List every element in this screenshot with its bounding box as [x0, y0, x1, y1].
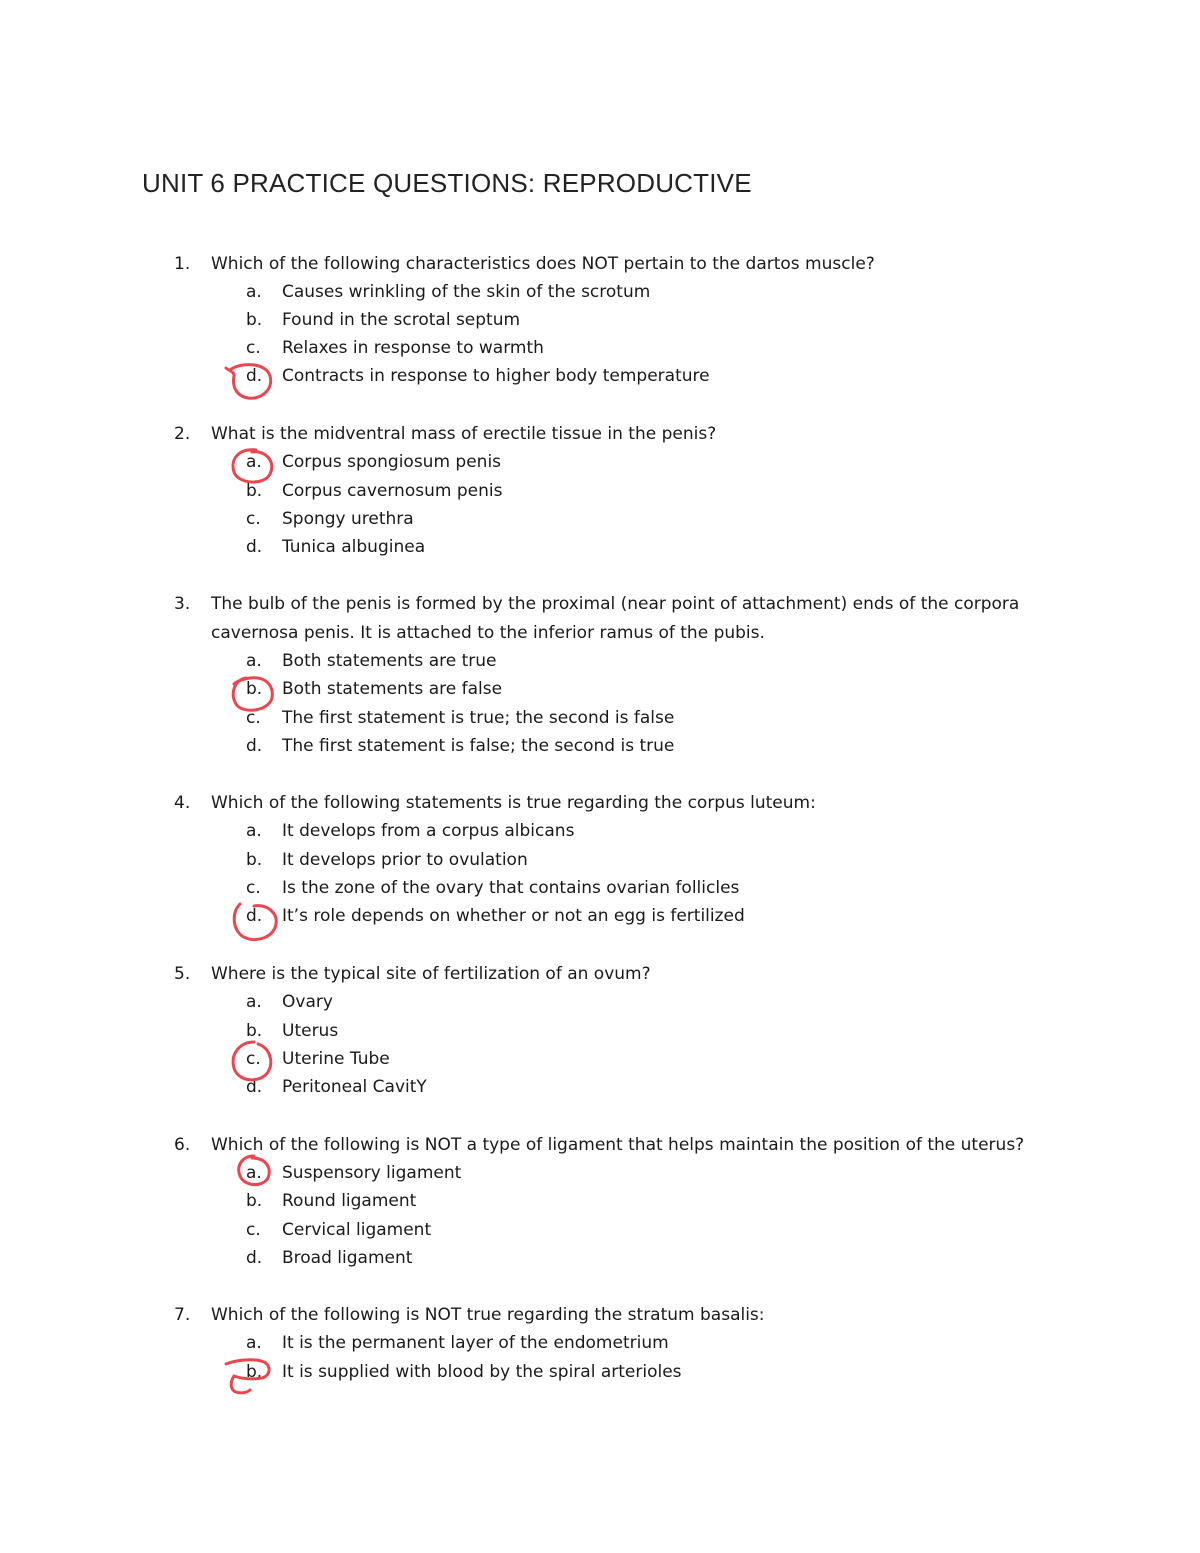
option-c: [0, 704, 1200, 732]
option-letter: a.: [246, 651, 262, 671]
option-letter: d.: [246, 906, 263, 926]
question-number: 2.: [174, 424, 191, 444]
option-letter: b.: [246, 1362, 263, 1382]
option-d: [0, 732, 1200, 760]
page-title: UNIT 6 PRACTICE QUESTIONS: REPRODUCTIVE: [142, 168, 752, 198]
option-a: [0, 1159, 1200, 1187]
option-letter: c.: [246, 338, 261, 358]
option-letter: c.: [246, 878, 261, 898]
option-letter: a.: [246, 1163, 262, 1183]
option-letter: c.: [246, 1049, 261, 1069]
question-number: 4.: [174, 793, 191, 813]
option-letter: a.: [246, 992, 262, 1012]
option-text: Peritoneal CavitY: [282, 1077, 427, 1097]
option-b: [0, 477, 1200, 505]
option-text: Found in the scrotal septum: [282, 310, 521, 330]
option-a: [0, 817, 1200, 845]
option-letter: c.: [246, 1220, 261, 1240]
option-letter: d.: [246, 1077, 263, 1097]
question-number: 7.: [174, 1305, 191, 1325]
option-text: The first statement is true; the second is false: [282, 708, 675, 728]
option-letter: d.: [246, 537, 263, 557]
question-number: 6.: [174, 1135, 191, 1155]
option-a: [0, 448, 1200, 476]
option-text: Corpus spongiosum penis: [282, 452, 502, 472]
option-d: [0, 902, 1200, 930]
option-b: [0, 846, 1200, 874]
option-d: [0, 1073, 1200, 1101]
question-number: 1.: [174, 254, 191, 274]
option-text: The first statement is false; the second is true: [282, 736, 675, 756]
option-letter: c.: [246, 509, 261, 529]
option-text: It develops from a corpus albicans: [282, 821, 575, 841]
option-text: It develops prior to ovulation: [282, 850, 528, 870]
option-c: [0, 505, 1200, 533]
option-letter: a.: [246, 821, 262, 841]
option-a: [0, 647, 1200, 675]
option-text: Uterus: [282, 1021, 339, 1041]
option-text: Uterine Tube: [282, 1049, 390, 1069]
option-text: It is the permanent layer of the endometrium: [282, 1333, 669, 1353]
option-b: [0, 306, 1200, 334]
option-c: [0, 1045, 1200, 1073]
option-d: [0, 362, 1200, 390]
option-letter: d.: [246, 736, 263, 756]
question-text: Which of the following statements is true regarding the corpus luteum:: [211, 793, 816, 813]
option-c: [0, 334, 1200, 362]
option-text: Contracts in response to higher body temperature: [282, 366, 710, 386]
option-letter: b.: [246, 1021, 263, 1041]
option-c: [0, 874, 1200, 902]
option-b: [0, 1017, 1200, 1045]
option-text: Broad ligament: [282, 1248, 413, 1268]
question-text: The bulb of the penis is formed by the proximal (near point of attachment) ends of the corpora cavernosa penis. It is attached to the inferior ramus of the pubis.: [211, 594, 1020, 643]
option-text: Relaxes in response to warmth: [282, 338, 544, 358]
option-text: Spongy urethra: [282, 509, 414, 529]
option-letter: b.: [246, 481, 263, 501]
option-text: Tunica albuginea: [282, 537, 426, 557]
option-text: Suspensory ligament: [282, 1163, 462, 1183]
question-text: Where is the typical site of fertilization of an ovum?: [211, 964, 651, 984]
option-text: Both statements are true: [282, 651, 497, 671]
option-b: [0, 1187, 1200, 1215]
option-letter: c.: [246, 708, 261, 728]
option-letter: a.: [246, 282, 262, 302]
question-text: Which of the following is NOT true regarding the stratum basalis:: [211, 1305, 765, 1325]
option-text: Ovary: [282, 992, 333, 1012]
question-text: Which of the following is NOT a type of ligament that helps maintain the position of the uterus?: [211, 1135, 1025, 1155]
option-b: [0, 675, 1200, 703]
option-a: [0, 1329, 1200, 1357]
option-text: It is supplied with blood by the spiral arterioles: [282, 1362, 682, 1382]
question-number: 3.: [174, 594, 191, 614]
option-text: Corpus cavernosum penis: [282, 481, 503, 501]
option-letter: b.: [246, 850, 263, 870]
option-letter: d.: [246, 1248, 263, 1268]
option-letter: a.: [246, 452, 262, 472]
option-text: Cervical ligament: [282, 1220, 432, 1240]
option-letter: a.: [246, 1333, 262, 1353]
option-text: Both statements are false: [282, 679, 503, 699]
option-text: Round ligament: [282, 1191, 417, 1211]
option-a: [0, 988, 1200, 1016]
question-number: 5.: [174, 964, 191, 984]
option-letter: b.: [246, 310, 263, 330]
option-text: It’s role depends on whether or not an egg is fertilized: [282, 906, 745, 926]
option-text: Is the zone of the ovary that contains ovarian follicles: [282, 878, 740, 898]
option-letter: d.: [246, 366, 263, 386]
option-a: [0, 278, 1200, 306]
question-text: What is the midventral mass of erectile tissue in the penis?: [211, 424, 717, 444]
question-text: Which of the following characteristics does NOT pertain to the dartos muscle?: [211, 254, 875, 274]
option-b: [0, 1358, 1200, 1386]
option-d: [0, 533, 1200, 561]
option-c: [0, 1216, 1200, 1244]
option-letter: b.: [246, 679, 263, 699]
option-letter: b.: [246, 1191, 263, 1211]
option-text: Causes wrinkling of the skin of the scrotum: [282, 282, 651, 302]
option-d: [0, 1244, 1200, 1272]
